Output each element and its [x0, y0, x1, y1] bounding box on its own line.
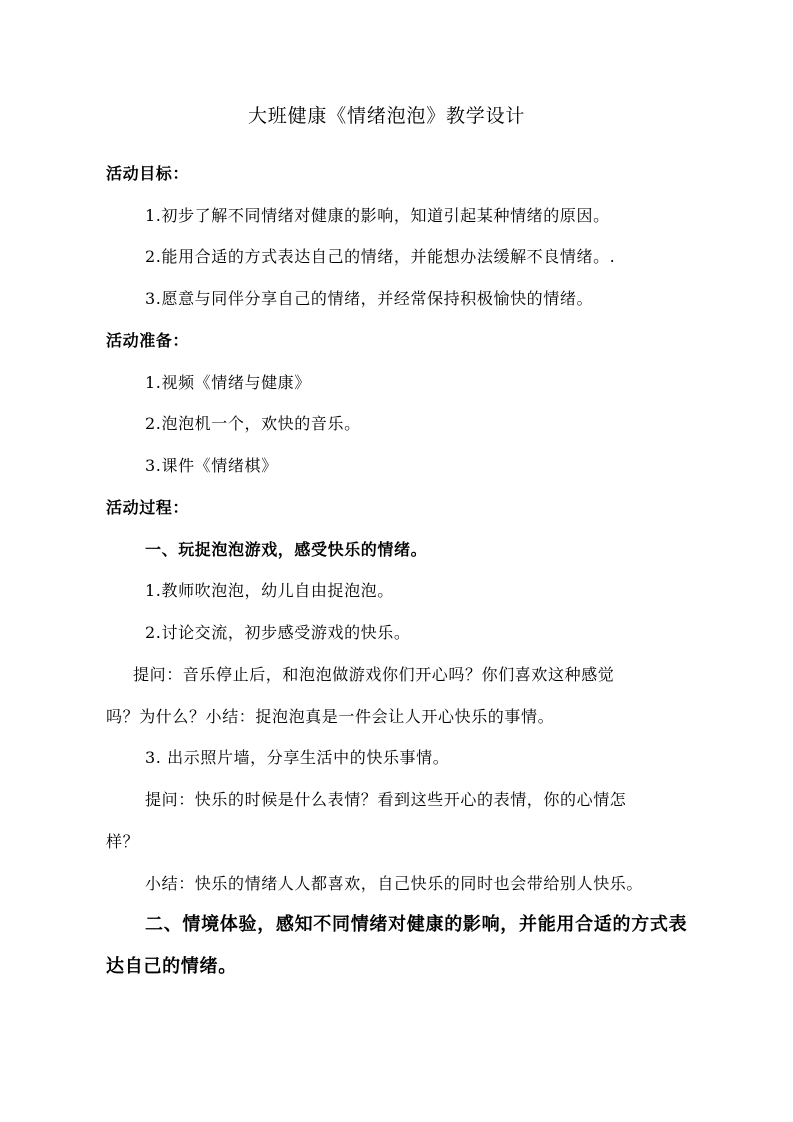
prep-item-1: 1.视频《情绪与健康》: [145, 373, 311, 392]
part1-summary: 小结：快乐的情绪人人都喜欢，自己快乐的同时也会带给别人快乐。: [145, 874, 644, 893]
part2-heading-line-2: 达自己的情绪。: [106, 956, 237, 977]
part1-step-2: 2.讨论交流，初步感受游戏的快乐。: [145, 623, 411, 642]
goal-item-1: 1.初步了解不同情绪对健康的影响，知道引起某种情绪的原因。: [145, 206, 610, 225]
part1-step-3: 3. 出示照片墙，分享生活中的快乐事情。: [145, 748, 450, 767]
part1-question-2-line-2: 样？: [106, 832, 140, 851]
part2-heading-line-1: 二、情境体验，感知不同情绪对健康的影响，并能用合适的方式表: [145, 914, 688, 935]
part1-step-1: 1.教师吹泡泡，幼儿自由捉泡泡。: [145, 581, 394, 600]
goals-heading: 活动目标：: [106, 164, 190, 183]
process-heading: 活动过程：: [106, 498, 190, 517]
prep-item-3: 3.课件《情绪棋》: [145, 456, 278, 475]
prep-item-2: 2.泡泡机一个，欢快的音乐。: [145, 414, 361, 433]
part1-question-1-line-1: 提问：音乐停止后，和泡泡做游戏你们开心吗？你们喜欢这种感觉: [133, 665, 615, 684]
part1-heading: 一、玩捉泡泡游戏，感受快乐的情绪。: [145, 540, 428, 559]
goal-item-2: 2.能用合适的方式表达自己的情绪，并能想办法缓解不良情绪。.: [145, 247, 616, 266]
part1-question-1-line-2: 吗？为什么？小结：捉泡泡真是一件会让人开心快乐的事情。: [106, 707, 555, 726]
goal-item-3: 3.愿意与同伴分享自己的情绪，并经常保持积极愉快的情绪。: [145, 289, 594, 308]
prep-heading: 活动准备：: [106, 331, 190, 350]
document-title: 大班健康《情绪泡泡》教学设计: [248, 105, 526, 127]
part1-question-2-line-1: 提问：快乐的时候是什么表情？看到这些开心的表情，你的心情怎: [145, 790, 627, 809]
